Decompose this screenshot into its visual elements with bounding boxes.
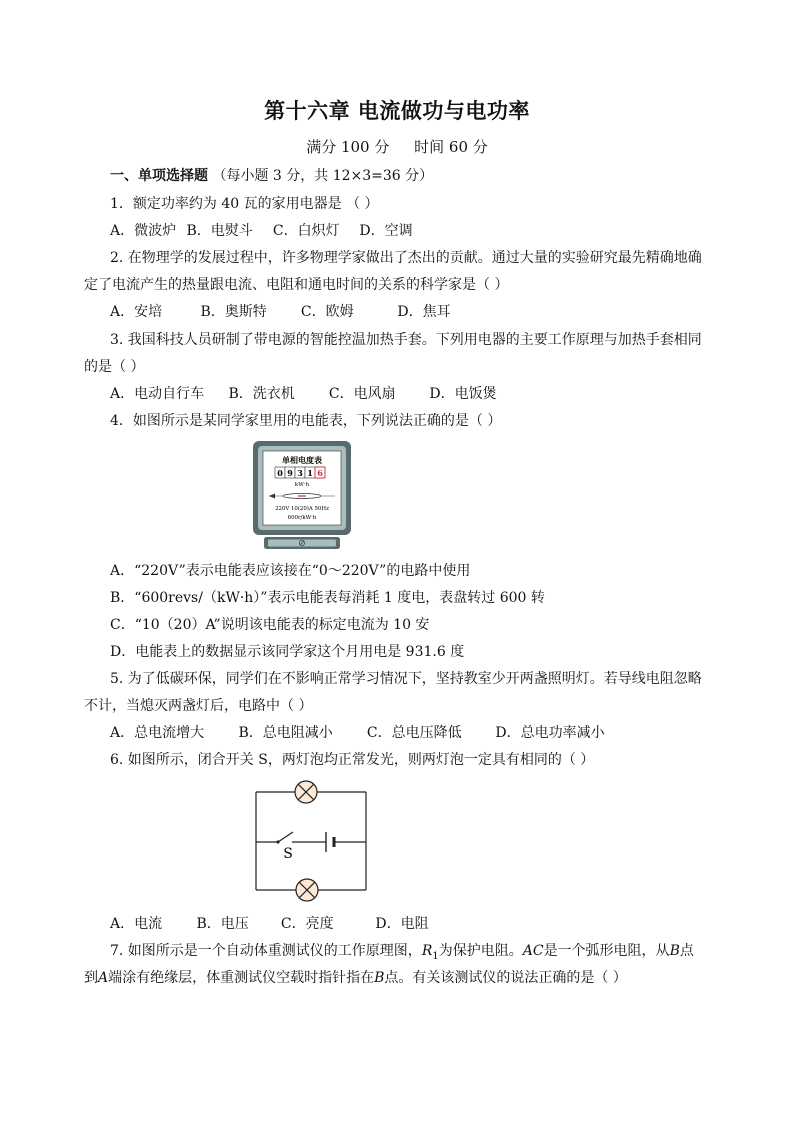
q6-option-b: B．电压 [196,916,249,932]
q4-stem: 4．如图所示是某同学家里用的电能表，下列说法正确的是（ ） [110,413,502,429]
q2-option-d: D．焦耳 [397,304,451,320]
q6-options [110,914,429,934]
q4-option-a: A．“220V”表示电能表应该接在“0～220V”的电路中使用 [110,563,471,579]
switch-icon [276,832,293,844]
q1-stem: 1．额定功率约为 40 瓦的家用电器是 （ ） [110,196,379,212]
q7-line-1: 7. 如图所示是一个自动体重测试仪的工作原理图，$R_1$为保护电阻。AC是一个弧形电阻，从B点 [110,943,694,962]
q5-options [110,723,605,743]
q3-option-d: D．电饭煲 [429,386,497,402]
circuit-wires [256,792,366,890]
electric-meter-figure [252,440,352,552]
q1-option-d: D．空调 [359,223,413,239]
q3-line-2: 的是（ ） [84,359,145,375]
circuit-diagram [250,778,370,906]
q2-line-2: 定了电流产生的热量跟电流、电阻和通电时间的关系的科学家是（ ） [84,277,509,293]
q2-line-1: 2. 在物理学的发展过程中，许多物理学家做出了杰出的贡献。通过大量的实验研究最先精确地确 [110,250,702,266]
ac-symbol: AC [522,943,544,959]
q5-option-a: A．总电流增大 [110,725,205,741]
q3-option-b: B．洗衣机 [228,386,295,402]
circuit-svg [250,778,370,906]
q5-line-1: 5. 为了低碳环保，同学们在不影响正常学习情况下，坚持教室少开两盏照明灯。若导线电阻忽略 [110,671,702,687]
battery-icon [326,832,334,852]
lamp-top-icon [295,781,317,803]
electric-meter-svg [252,440,352,552]
q4-option-b: B．“600revs/（kW·h）”表示电能表每消耗 1 度电，表盘转过 600 转 [110,590,545,606]
q2-option-b: B．奥斯特 [200,304,267,320]
q7-line-2: 到A端涂有绝缘层，体重测试仪空载时指针指在B点。有关该测试仪的说法正确的是（ ） [84,970,627,986]
meter-digit-1: 0 [277,468,283,478]
q1-option-b: B．电熨斗 [186,223,253,239]
q6-option-c: C．亮度 [280,916,334,932]
q4-option-c: C．“10（20）A”说明该电能表的标定电流为 10 安 [110,617,430,633]
q1-option-a: A．微波炉 [110,223,177,239]
q3-option-c: C．电风扇 [328,386,396,402]
section-heading [110,166,433,186]
page-title: 第十六章 电流做功与电功率 [264,98,530,123]
r1-symbol: R [421,943,433,959]
q2-options [110,302,451,322]
q3-line-1: 3. 我国科技人员研制了带电源的智能控温加热手套。下列用电器的主要工作原理与加热手套相同 [110,332,702,348]
section-note: （每小题 3 分，共 12×3=36 分） [212,168,434,184]
q5-option-d: D．总电功率减小 [495,725,605,741]
section-title: 一、单项选择题 [110,168,208,184]
full-score: 满分 100 分 [306,138,390,156]
q2-option-a: A．安培 [110,304,163,320]
meter-digit-3: 3 [297,468,303,478]
q5-line-2: 不计，当熄灭两盏灯后，电路中（ ） [84,698,313,714]
exam-info [0,136,794,157]
meter-digit-2: 9 [287,468,293,478]
q5-option-c: C．总电压降低 [366,725,462,741]
q3-options [110,384,497,404]
q5-option-b: B．总电阻减小 [238,725,333,741]
meter-digit-5: 6 [317,468,323,478]
q3-option-a: A．电动自行车 [110,386,205,402]
q4-option-d: D．电能表上的数据显示该同学家这个月用电是 931.6 度 [110,644,465,660]
q6-option-d: D．电阻 [375,916,429,932]
meter-title: 单相电度表 [282,455,322,465]
meter-spec-1: 220V 10(20)A 50Hz [275,506,329,512]
meter-spec-2: 600r/kW·h [287,515,317,521]
meter-unit: kW·h [294,482,310,488]
exam-time: 时间 60 分 [414,138,488,156]
meter-digit-4: 1 [307,468,313,478]
switch-label: S [283,846,293,862]
q1-options [110,221,413,241]
q6-stem: 6. 如图所示，闭合开关 S，两灯泡均正常发光，则两灯泡一定具有相同的（ ） [110,752,595,768]
meter-digits [275,467,325,478]
q2-option-c: C．欧姆 [300,304,354,320]
q1-option-c: C．白炽灯 [272,223,340,239]
q6-option-a: A．电流 [110,916,163,932]
lamp-bottom-icon [296,879,318,901]
